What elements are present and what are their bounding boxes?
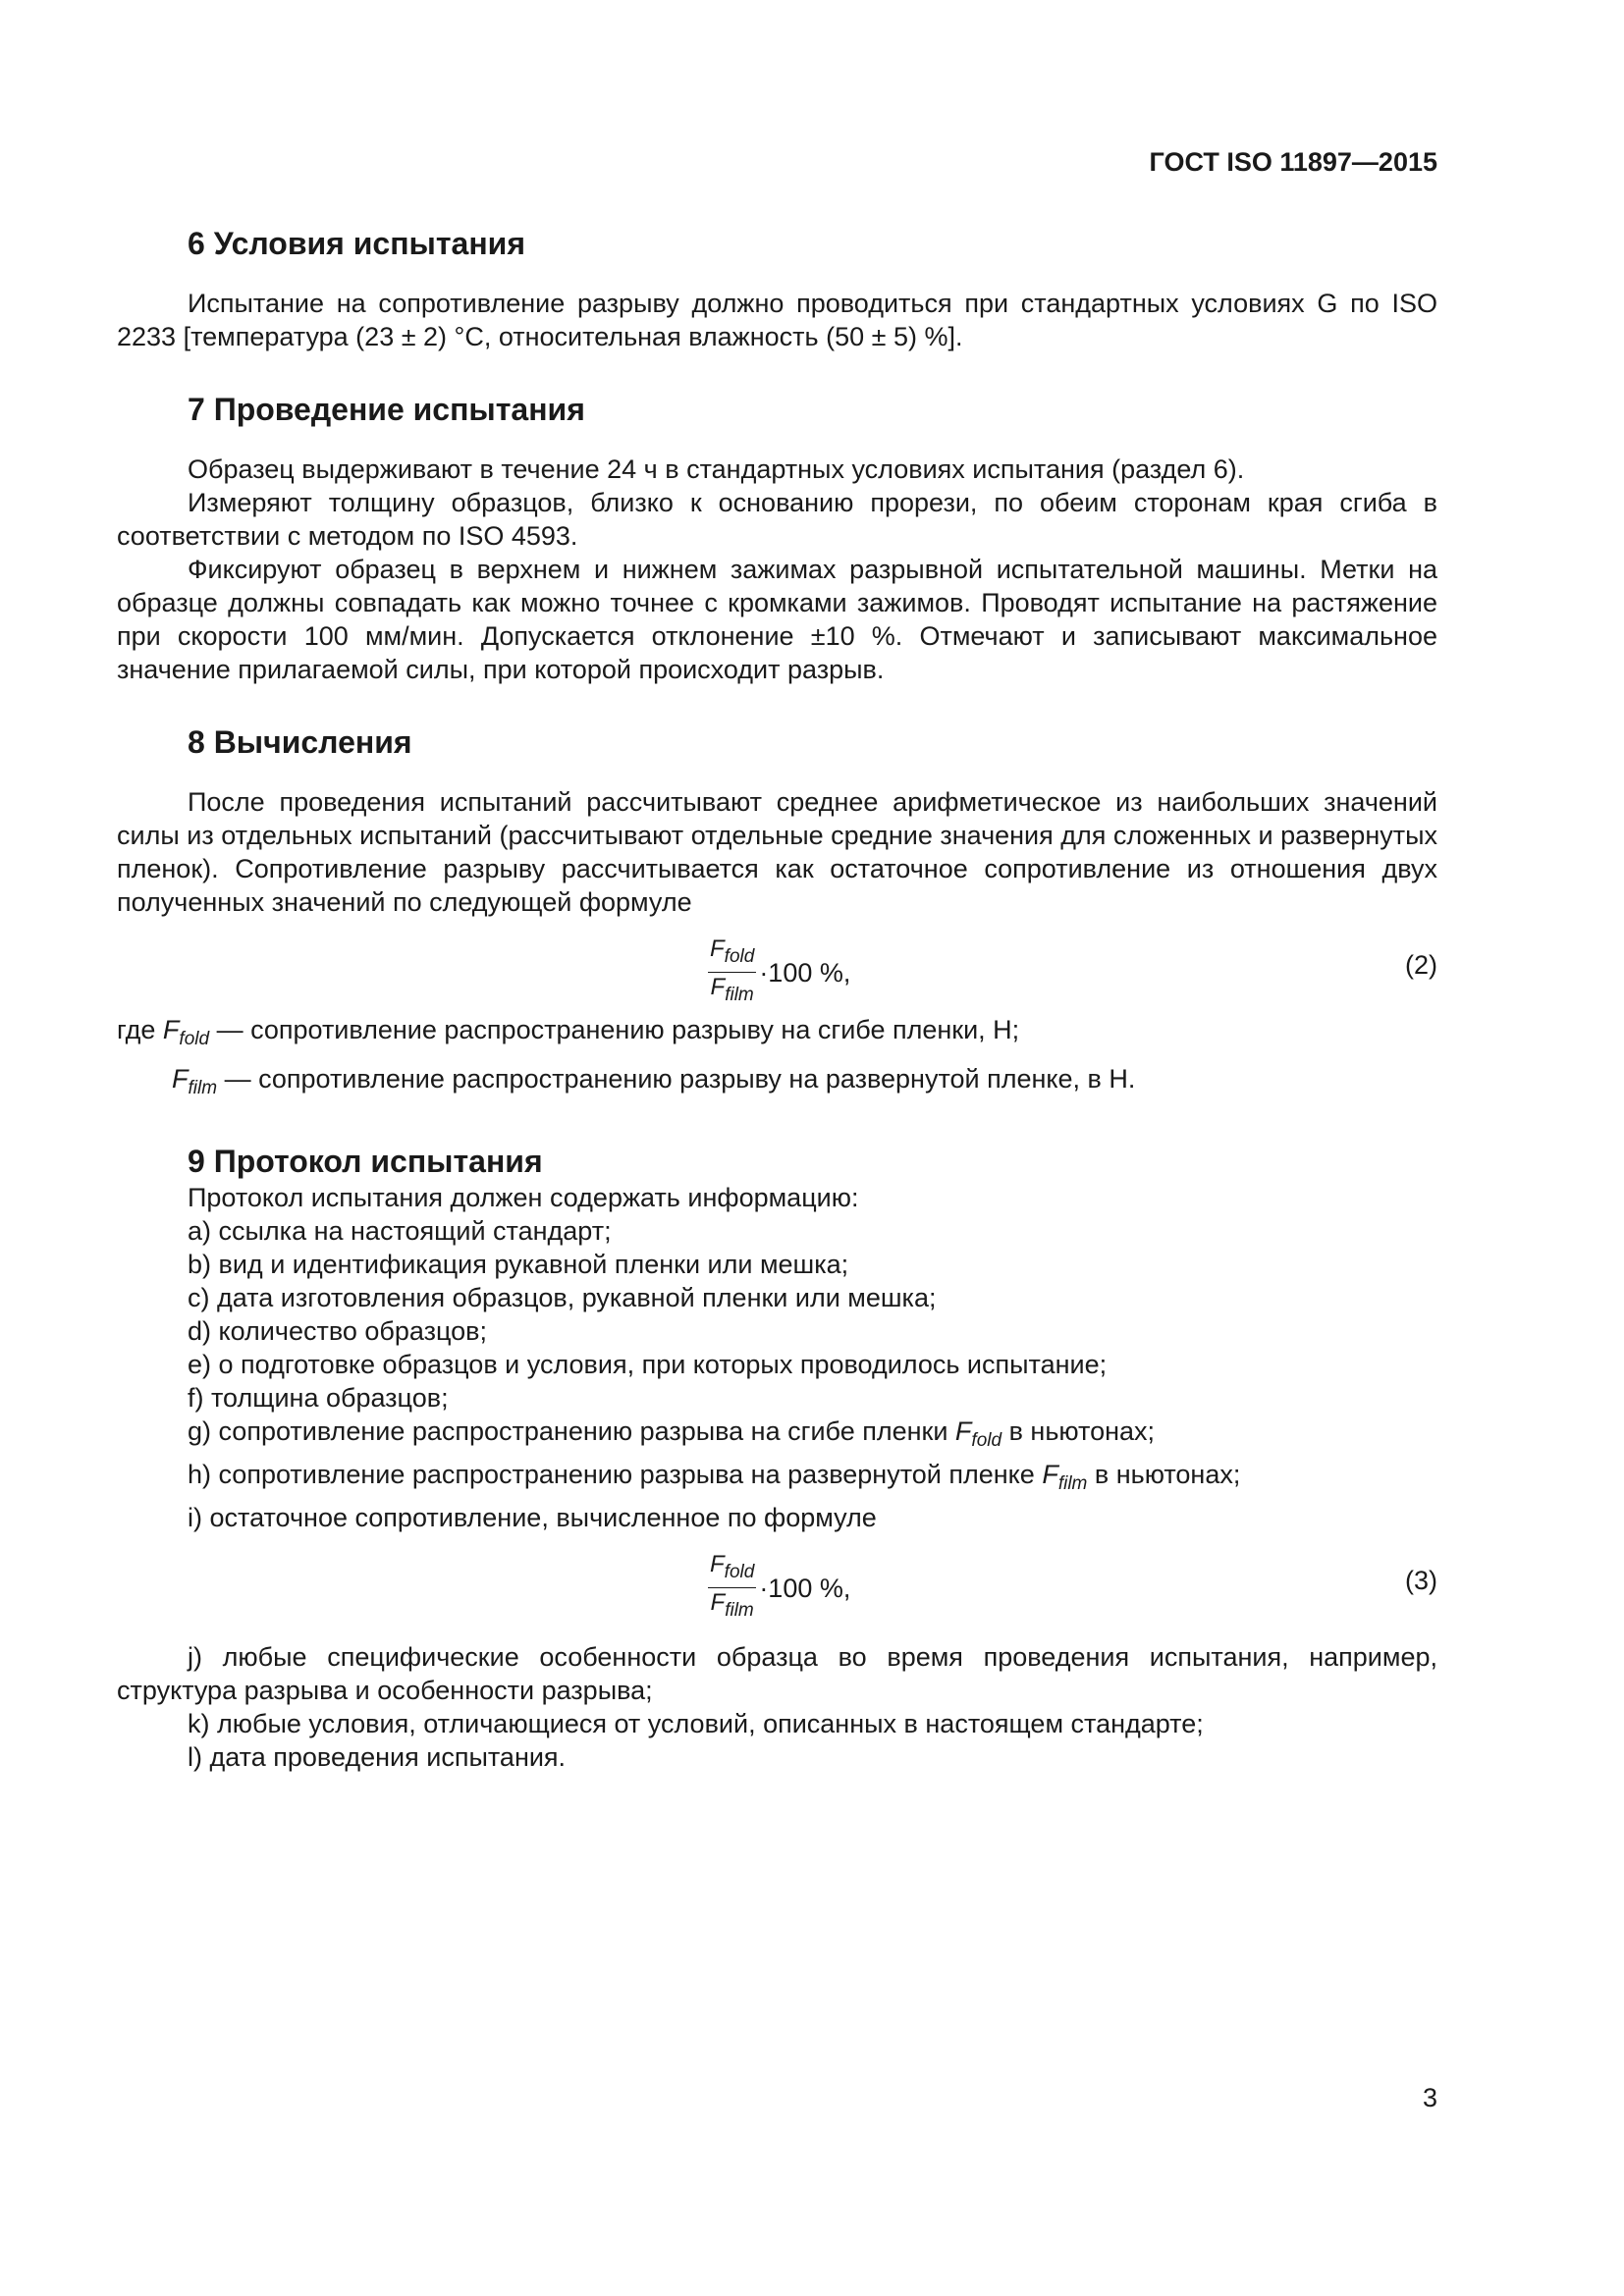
list-item-c: c) дата изготовления образцов, рукавной пленки или мешка;: [188, 1283, 937, 1312]
list-item-h-subscript: film: [1057, 1473, 1088, 1494]
list-item-g: [188, 1415, 1437, 1458]
where-1-subscript: fold: [179, 1029, 210, 1049]
list-item-g-symbol: [954, 1416, 1002, 1451]
list-item-h-base: F: [1042, 1460, 1058, 1489]
formula-3-den-subscript: film: [725, 1600, 754, 1621]
list-item-h: [188, 1458, 1437, 1501]
where-lead: где: [117, 1015, 163, 1044]
formula-2-denominator: [711, 973, 754, 1008]
section-6-title: 6 Условия испытания: [188, 226, 525, 261]
where-line-1: [117, 1013, 1437, 1056]
where-2-text: — сопротивление распространению разрыву на развернутой пленке, в Н.: [217, 1064, 1136, 1094]
equation-number-2: (2): [1405, 950, 1437, 980]
list-item-f: f) толщина образцов;: [188, 1383, 449, 1413]
where-line-2: [172, 1062, 1437, 1105]
list-item-h-text: h) сопротивление распространению разрыва на развернутой пленке: [188, 1460, 1043, 1489]
section-8-paragraph: После проведения испытаний рассчитывают среднее арифметическое из наибольших значений силы из отдельных испытаний (рассчитывают отдельные средние значения для сложенных и развернутых пленок). Сопротивление разрыву рассчитывается как остаточное сопротивление из отношения двух полученных значений по следующей формуле: [117, 787, 1437, 917]
list-item-g-text: g) сопротивление распространению разрыва на сгибе пленки: [188, 1416, 955, 1446]
formula-2-den-subscript: film: [725, 985, 754, 1005]
standard-header: ГОСТ ISO 11897—2015: [1149, 147, 1437, 177]
list-item-h-symbol: [1042, 1460, 1088, 1494]
formula-3: [117, 1546, 1437, 1629]
list-item-e: e) о подготовке образцов и условия, при которых проводилось испытание;: [188, 1350, 1108, 1379]
section-7-paragraph-3: Фиксируют образец в верхнем и нижнем зажимах разрывной испытательной машины. Метки на образце должны совпадать как можно точнее с кромками зажимов. Проводят испытание на растяжение при скорости 100 мм/мин. Допускается отклонение ±10 %. Отмечают и записывают максимальное значение прилагаемой силы, при которой происходит разрыв.: [117, 555, 1437, 684]
formula-2: [117, 931, 1437, 1013]
list-item-g-subscript: fold: [971, 1430, 1002, 1451]
formula-3-multiplier: ·100 %,: [759, 1573, 851, 1603]
section-7-paragraph-1: Образец выдерживают в течение 24 ч в стандартных условиях испытания (раздел 6).: [188, 454, 1245, 484]
where-1-base: F: [162, 1015, 180, 1044]
where-1-symbol: [162, 1015, 210, 1049]
section-6-paragraph: Испытание на сопротивление разрыву должно проводиться при стандартных условиях G по ISO 2233 [температура (23 ± 2) °С, относительная влажность (50 ± 5) %].: [117, 289, 1437, 351]
formula-2-fraction: [708, 936, 756, 1008]
list-item-b: b) вид и идентификация рукавной пленки или мешка;: [188, 1250, 849, 1279]
where-1-text: — сопротивление распространению разрыву на сгибе пленки, Н;: [209, 1015, 1020, 1044]
formula-2-num-subscript: fold: [724, 946, 755, 967]
formula-3-expression: [708, 1552, 850, 1624]
section-8-title: 8 Вычисления: [188, 724, 412, 760]
list-item-g-suffix: в ньютонах;: [1001, 1416, 1156, 1446]
formula-2-numerator: [708, 936, 756, 973]
list-item-a: a) ссылка на настоящий стандарт;: [188, 1216, 612, 1246]
list-item-d: d) количество образцов;: [188, 1316, 488, 1346]
formula-3-num-subscript: fold: [724, 1562, 755, 1582]
section-9-intro: Протокол испытания должен содержать информацию:: [188, 1183, 859, 1212]
formula-3-denominator: [711, 1588, 754, 1624]
equation-number-3: (3): [1405, 1566, 1437, 1595]
formula-3-num-symbol: F: [710, 1551, 725, 1577]
where-2-symbol: [172, 1064, 218, 1098]
list-item-k: k) любые условия, отличающиеся от условий, описанных в настоящем стандарте;: [188, 1709, 1204, 1738]
formula-3-numerator: [708, 1552, 756, 1588]
list-item-j: j) любые специфические особенности образца во время проведения испытания, например, структура разрыва и особенности разрыва;: [117, 1642, 1437, 1705]
formula-2-multiplier: ·100 %,: [759, 957, 851, 988]
where-2-subscript: film: [188, 1078, 218, 1098]
formula-3-fraction: [708, 1552, 756, 1624]
formula-2-num-symbol: F: [710, 935, 725, 962]
protocol-list: [117, 1214, 1437, 1534]
list-item-h-suffix: в ньютонах;: [1087, 1460, 1241, 1489]
list-item-g-base: F: [954, 1416, 972, 1446]
formula-2-den-symbol: F: [710, 974, 726, 1000]
list-item-i: i) остаточное сопротивление, вычисленное по формуле: [188, 1503, 877, 1532]
section-7-title: 7 Проведение испытания: [188, 392, 585, 427]
list-item-l: l) дата проведения испытания.: [188, 1742, 567, 1772]
formula-2-expression: [708, 936, 850, 1008]
page-content: [117, 224, 1437, 1774]
where-2-base: F: [172, 1064, 189, 1094]
formula-3-den-symbol: F: [710, 1589, 726, 1616]
page-number: 3: [1422, 2083, 1437, 2112]
section-7-paragraph-2: Измеряют толщину образцов, близко к основанию прорези, по обеим сторонам края сгиба в соответствии с методом по ISO 4593.: [117, 488, 1437, 551]
section-9-title: 9 Протокол испытания: [188, 1144, 543, 1179]
